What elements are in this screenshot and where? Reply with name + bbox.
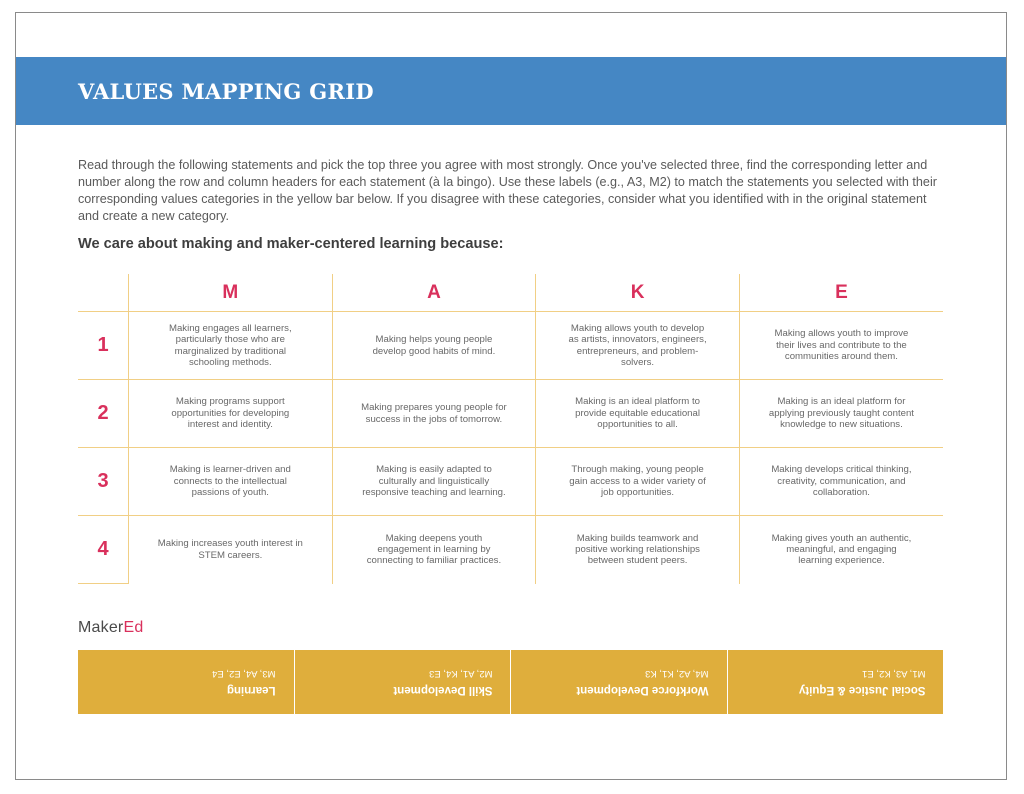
cell-text: Making is an ideal platform to provide equitable educational opportunities to all. <box>575 396 700 431</box>
grid-row-1 <box>78 312 943 380</box>
category-learning <box>78 650 294 714</box>
cell-text: Making allows youth to improve their lives and contribute to the communities around them. <box>774 328 909 363</box>
cell-text: Making allows youth to develop as artists, innovators, engineers, entrepreneurs, and problem-solvers. <box>568 322 707 368</box>
column-header-k: K <box>536 274 740 312</box>
cell-text: Making is easily adapted to culturally and linguistically responsive teaching and learning. <box>362 464 506 499</box>
category-content <box>728 650 944 714</box>
grid-row-3 <box>78 448 943 516</box>
grid-corner <box>78 274 129 312</box>
column-header-a: A <box>332 274 536 312</box>
row-header-4: 4 <box>78 516 129 584</box>
cell-k4 <box>536 516 740 584</box>
cell-a2 <box>332 380 536 448</box>
cell-a3 <box>332 448 536 516</box>
category-name: Social Justice & Equity <box>798 684 925 696</box>
row-header-3: 3 <box>78 448 129 516</box>
category-workforce-development <box>510 650 727 714</box>
category-name: Learning <box>226 684 276 696</box>
document-page <box>15 12 1007 780</box>
categories-bar <box>78 650 943 714</box>
category-name: Workforce Development <box>576 684 709 696</box>
cell-text: Through making, young people gain access to a wider variety of job opportunities. <box>569 464 706 499</box>
title-banner <box>16 57 1006 125</box>
page-title: VALUES MAPPING GRID <box>78 79 374 104</box>
cell-text: Making deepens youth engagement in learning by connecting to familiar practices. <box>366 532 502 567</box>
cell-k3 <box>536 448 740 516</box>
cell-m1 <box>129 312 333 380</box>
cell-text: Making develops critical thinking, creativity, communication, and collaboration. <box>771 464 912 499</box>
cell-text: Making programs support opportunities for developing interest and identity. <box>171 396 290 431</box>
category-content <box>78 650 294 714</box>
column-header-e: E <box>739 274 943 312</box>
cell-text: Making increases youth interest in STEM careers. <box>157 538 303 561</box>
cell-text: Making helps young people develop good habits of mind. <box>372 334 496 357</box>
category-codes: M2, A1, K4, E3 <box>428 668 492 679</box>
maker-ed-logo <box>78 619 143 637</box>
row-header-1: 1 <box>78 312 129 380</box>
cell-e3 <box>739 448 943 516</box>
cell-e1 <box>739 312 943 380</box>
category-codes: M3, A4, E2, E4 <box>212 668 276 679</box>
cell-k1 <box>536 312 740 380</box>
logo-ed-text: Ed <box>123 619 144 636</box>
cell-a4 <box>332 516 536 584</box>
cell-k2 <box>536 380 740 448</box>
category-content <box>295 650 511 714</box>
cell-a1 <box>332 312 536 380</box>
cell-m4 <box>129 516 333 584</box>
cell-text: Making gives youth an authentic, meaningful, and engaging learning experience. <box>771 532 912 567</box>
category-name: Skill Development <box>392 684 492 696</box>
cell-m2 <box>129 380 333 448</box>
category-content <box>511 650 727 714</box>
category-social-justice-equity <box>727 650 944 714</box>
cell-text: Making engages all learners, particularly those who are marginalized by traditional schooling methods. <box>168 322 292 368</box>
grid-row-2 <box>78 380 943 448</box>
grid-header-row <box>78 274 943 312</box>
cell-text: Making is learner-driven and connects to the intellectual passions of youth. <box>169 464 291 499</box>
cell-e4 <box>739 516 943 584</box>
grid-subheading: We care about making and maker-centered learning because: <box>78 236 504 252</box>
cell-text: Making prepares young people for success in the jobs of tomorrow. <box>361 402 507 425</box>
cell-text: Making builds teamwork and positive working relationships between student peers. <box>575 532 700 567</box>
category-codes: M4, A2, K1, K3 <box>645 668 709 679</box>
category-codes: M1, A3, K2, E1 <box>861 668 925 679</box>
cell-m3 <box>129 448 333 516</box>
cell-text: Making is an ideal platform for applying previously taught content knowledge to new situations. <box>768 396 914 431</box>
logo-maker-text: Maker <box>78 619 124 636</box>
values-grid <box>78 274 943 584</box>
row-header-2: 2 <box>78 380 129 448</box>
grid-row-4 <box>78 516 943 584</box>
cell-e2 <box>739 380 943 448</box>
category-skill-development <box>294 650 511 714</box>
column-header-m: M <box>129 274 333 312</box>
intro-paragraph: Read through the following statements and pick the top three you agree with most strongly. Once you've selected three, find the corresponding letter and number along the row and column headers for each statement (à la bingo). Use these labels (e.g., A3, M2) to match the statements you selected with their corresponding values categories in the yellow bar below. If you disagree with these categories, consider what you identified with in the original statement and create a new category. <box>78 158 937 223</box>
